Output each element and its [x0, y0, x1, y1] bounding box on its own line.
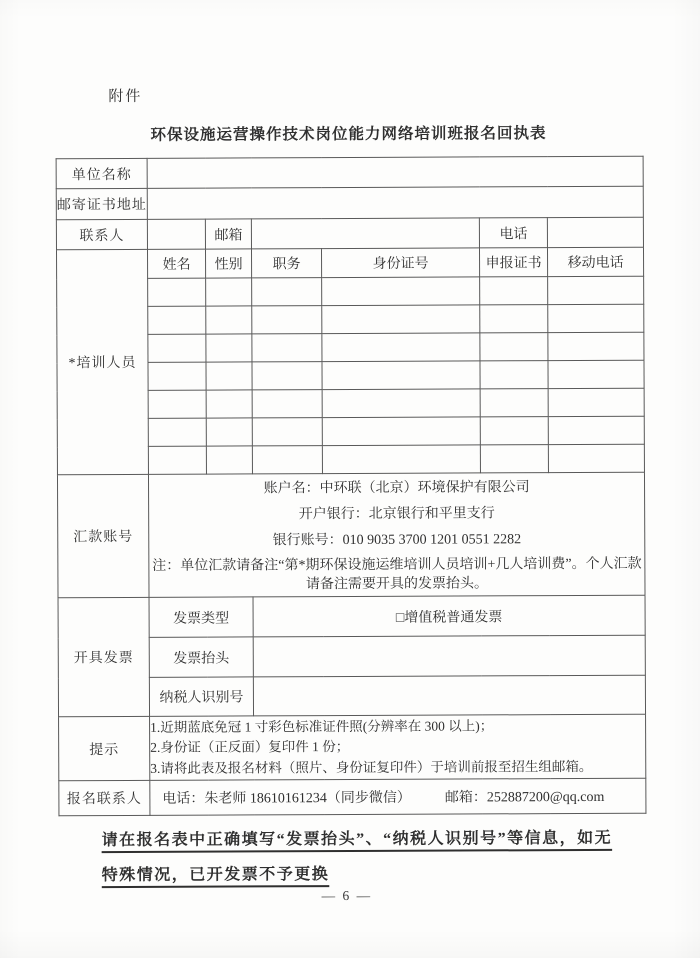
registration-contact-email: 邮箱：252887200@qq.com [444, 789, 605, 806]
table-row-mailing-address [56, 186, 643, 220]
trainee-empty-cell [148, 446, 206, 474]
trainee-empty-cell [480, 389, 548, 417]
trainee-empty-cell [480, 305, 548, 333]
trainee-empty-cell [480, 333, 548, 361]
trainee-empty-cell [480, 445, 548, 473]
trainee-empty-cell [206, 418, 252, 446]
tips-line-1: 1.近期蓝底免冠 1 寸彩色标准证件照(分辨率在 300 以上)； [150, 718, 494, 735]
unit-name-value-cell [147, 156, 643, 188]
invoice-type-label: 发票类型 [149, 597, 253, 637]
mailing-address-label: 邮寄证书地址 [56, 188, 147, 219]
trainee-empty-cell [206, 278, 252, 306]
table-row-registration-contact [59, 778, 646, 816]
trainee-empty-cell [148, 306, 206, 334]
trainee-empty-cell [252, 362, 322, 390]
trainee-empty-cell [548, 304, 644, 332]
phone-label: 电话 [479, 218, 547, 248]
trainee-empty-cell [252, 306, 322, 334]
remittance-account-name: 账户名：中环联（北京）环境保护有限公司 [263, 480, 530, 497]
trainee-empty-cell [322, 333, 480, 362]
trainee-empty-cell [252, 418, 322, 446]
trainees-label: *培训人员 [56, 249, 148, 474]
invoice-title-label: 发票抬头 [149, 637, 253, 677]
registration-form-table [56, 156, 647, 817]
footer-note [101, 821, 613, 893]
col-header-name: 姓名 [147, 249, 205, 278]
table-row-contact [56, 217, 643, 250]
trainee-empty-cell [322, 361, 480, 390]
mailing-address-value-cell [147, 186, 643, 219]
col-header-mobile: 移动电话 [547, 247, 643, 276]
trainee-empty-cell [548, 416, 644, 444]
remittance-label: 汇款账号 [57, 474, 149, 597]
trainee-empty-cell [252, 446, 322, 474]
trainee-empty-cell [322, 417, 480, 446]
registration-contact-cell [150, 778, 646, 815]
trainee-empty-cell [548, 276, 644, 304]
tips-line-3: 3.请将此表及报名材料（照片、身份证复印件）于培训前报至招生组邮箱。 [150, 758, 593, 776]
trainee-header-row [56, 247, 643, 279]
trainee-empty-cell [148, 278, 206, 306]
invoice-title-value-cell [253, 635, 645, 677]
trainee-empty-cell [548, 360, 644, 388]
trainee-empty-cell [322, 277, 480, 306]
trainee-empty-cell [206, 362, 252, 390]
contact-label: 联系人 [56, 219, 147, 249]
page-number: — 6 — [321, 887, 373, 904]
col-header-certificate: 申报证书 [479, 248, 547, 277]
tips-label: 提示 [59, 716, 150, 780]
trainee-empty-cell [480, 361, 548, 389]
trainee-empty-cell [322, 445, 480, 474]
table-row-invoice-type [58, 595, 645, 638]
taxpayer-id-value-cell [253, 675, 645, 716]
unit-name-label: 单位名称 [56, 158, 147, 188]
remittance-bank: 开户银行：北京银行和平里支行 [298, 506, 495, 523]
invoice-label: 开具发票 [58, 597, 150, 716]
trainee-empty-cell [548, 444, 644, 472]
remittance-content-cell [148, 472, 645, 597]
trainee-empty-cell [548, 388, 644, 416]
trainee-empty-cell [206, 390, 252, 418]
trainee-empty-cell [206, 446, 252, 474]
trainee-empty-cell [148, 390, 206, 418]
col-header-id-number: 身份证号 [321, 248, 479, 278]
trainee-empty-cell [480, 417, 548, 445]
footer-note-line-2: 特殊情况，已开发票不予更换 [101, 866, 330, 885]
trainee-empty-cell [206, 306, 252, 334]
trainee-empty-cell [252, 278, 322, 306]
invoice-type-value: □增值税普通发票 [253, 595, 645, 637]
table-row-tips [59, 714, 646, 781]
trainee-empty-cell [206, 334, 252, 362]
registration-contact-label: 报名联系人 [59, 780, 150, 815]
trainee-empty-cell [148, 334, 206, 362]
trainee-empty-cell [322, 389, 480, 418]
document-title: 环保设施运营操作技术岗位能力网络培训班报名回执表 [150, 125, 547, 144]
tips-line-2: 2.身份证（正反面）复印件 1 份； [150, 739, 350, 756]
email-value-cell [251, 218, 479, 249]
trainee-empty-cell [322, 305, 480, 334]
tips-content-cell [150, 714, 646, 780]
table-row-remittance [57, 472, 645, 598]
trainee-empty-cell [148, 362, 206, 390]
col-header-position: 职务 [251, 249, 321, 278]
table-row-unit-name [56, 156, 643, 189]
col-header-gender: 性别 [205, 249, 251, 278]
footer-note-line-1: 请在报名表中正确填写“发票抬头”、“纳税人识别号”等信息，如无 [101, 829, 613, 850]
attachment-label: 附件 [108, 88, 143, 106]
remittance-account-number: 银行账号：010 9035 3700 1201 0551 2282 [272, 532, 522, 549]
taxpayer-id-label: 纳税人识别号 [149, 677, 253, 716]
trainee-empty-cell [480, 277, 548, 305]
contact-value-cell [147, 219, 205, 249]
trainee-empty-cell [252, 334, 322, 362]
trainee-empty-cell [148, 418, 206, 446]
phone-value-cell [547, 217, 643, 247]
remittance-note: 注：单位汇款请备注“第*期环保设施运维培训人员培训+几人培训费”。个人汇款请备注需要开具的发票抬头。 [152, 556, 642, 593]
registration-contact-phone: 电话：朱老师 18610161234（同步微信） [162, 790, 411, 807]
email-label: 邮箱 [205, 219, 251, 249]
trainee-empty-cell [548, 332, 644, 360]
trainee-empty-cell [252, 390, 322, 418]
